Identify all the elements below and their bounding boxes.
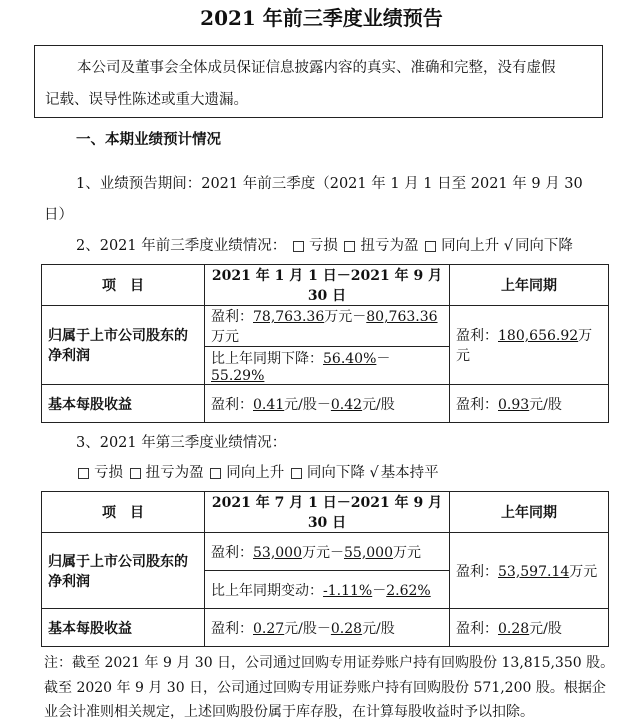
period-line-1: 1、业绩预告期间：2021 年前三季度（2021 年 1 月 1 日至 2021 年 9 月 30 bbox=[76, 176, 583, 192]
note-line-3: 业会计准则相关规定，上述回购股份属于库存股，在计算每股收益时予以扣除。 bbox=[44, 704, 534, 720]
option-label-checked: 同向下降 bbox=[514, 238, 573, 254]
q3-options-line bbox=[76, 461, 439, 482]
page-title: 2021 年前三季度业绩预告 bbox=[200, 6, 443, 30]
row-label-eps: 基本每股收益 bbox=[42, 385, 205, 423]
cell-eps-range: 盈利：0.27元/股－0.28元/股 bbox=[205, 609, 450, 647]
checkbox-empty-icon bbox=[293, 241, 304, 252]
col-header-prior: 上年同期 bbox=[450, 492, 609, 533]
option-label: 亏损 bbox=[94, 465, 123, 481]
checkbox-empty-icon bbox=[291, 468, 302, 479]
option-label: 同向上升 bbox=[441, 238, 500, 254]
cell-prior-profit: 盈利：53,597.14万元 bbox=[450, 533, 609, 609]
col-header-current: 2021 年 7 月 1 日－2021 年 9 月 30 日 bbox=[205, 492, 450, 533]
row-label-line: 净利润 bbox=[48, 573, 90, 590]
cell-prior-eps: 盈利：0.28元/股 bbox=[450, 609, 609, 647]
q3-heading: 3、2021 年第三季度业绩情况： bbox=[76, 435, 287, 451]
cell-eps-range: 盈利：0.41元/股－0.42元/股 bbox=[205, 385, 450, 423]
col-header-prior: 上年同期 bbox=[450, 265, 609, 306]
period-line-2: 日） bbox=[44, 207, 73, 223]
cell-prior-eps: 盈利：0.93元/股 bbox=[450, 385, 609, 423]
q3-results-table bbox=[41, 491, 609, 647]
check-mark-icon: √ bbox=[369, 465, 379, 481]
option-label: 同向下降 bbox=[306, 465, 365, 481]
col-header-item: 项 目 bbox=[42, 265, 205, 306]
note-line-2: 截至 2020 年 9 月 30 日，公司通过回购专用证券账户持有回购股份 571,200 股。根据企 bbox=[44, 680, 606, 696]
row-label-net-profit bbox=[42, 533, 205, 609]
disclosure-notice-box bbox=[34, 45, 603, 118]
checkbox-empty-icon bbox=[210, 468, 221, 479]
check-mark-icon: √ bbox=[503, 238, 513, 254]
option-label-checked: 基本持平 bbox=[380, 465, 439, 481]
section-heading: 一、本期业绩预计情况 bbox=[76, 131, 221, 148]
row-label-eps: 基本每股收益 bbox=[42, 609, 205, 647]
option-label: 同向上升 bbox=[226, 465, 285, 481]
q1-3-results-table bbox=[41, 264, 609, 423]
cell-change-range: 比上年同期变动：-1.11%－2.62% bbox=[205, 571, 450, 609]
checkbox-empty-icon bbox=[130, 468, 141, 479]
notice-line-1: 本公司及董事会全体成员保证信息披露内容的真实、准确和完整，没有虚假 bbox=[77, 60, 556, 76]
col-header-current: 2021 年 1 月 1 日－2021 年 9 月 30 日 bbox=[205, 265, 450, 306]
row-label-net-profit bbox=[42, 306, 205, 385]
cell-profit-range: 盈利：53,000万元－55,000万元 bbox=[205, 533, 450, 571]
option-label: 亏损 bbox=[308, 238, 338, 254]
cell-profit-range: 盈利：78,763.36万元－80,763.36万元 bbox=[205, 306, 450, 347]
checkbox-empty-icon bbox=[425, 241, 436, 252]
cell-change-range: 比上年同期下降：56.40%－55.29% bbox=[205, 347, 450, 385]
row-label-line: 净利润 bbox=[48, 348, 90, 364]
option-label: 扭亏为盈 bbox=[145, 465, 204, 481]
cell-prior-profit: 盈利：180,656.92万元 bbox=[450, 306, 609, 385]
row-label-line: 归属于上市公司股东的 bbox=[48, 553, 188, 570]
notice-line-2: 记载、误导性陈述或重大遗漏。 bbox=[45, 92, 248, 108]
q1-3-heading: 2、2021 年前三季度业绩情况： bbox=[76, 238, 287, 254]
checkbox-empty-icon bbox=[78, 468, 89, 479]
row-label-line: 归属于上市公司股东的 bbox=[48, 328, 188, 344]
q1-3-options-line bbox=[76, 234, 573, 255]
option-label: 扭亏为盈 bbox=[360, 238, 419, 254]
note-line-1: 注：截至 2021 年 9 月 30 日，公司通过回购专用证券账户持有回购股份 13,815,350 股。 bbox=[44, 655, 615, 671]
checkbox-empty-icon bbox=[344, 241, 355, 252]
col-header-item: 项 目 bbox=[42, 492, 205, 533]
